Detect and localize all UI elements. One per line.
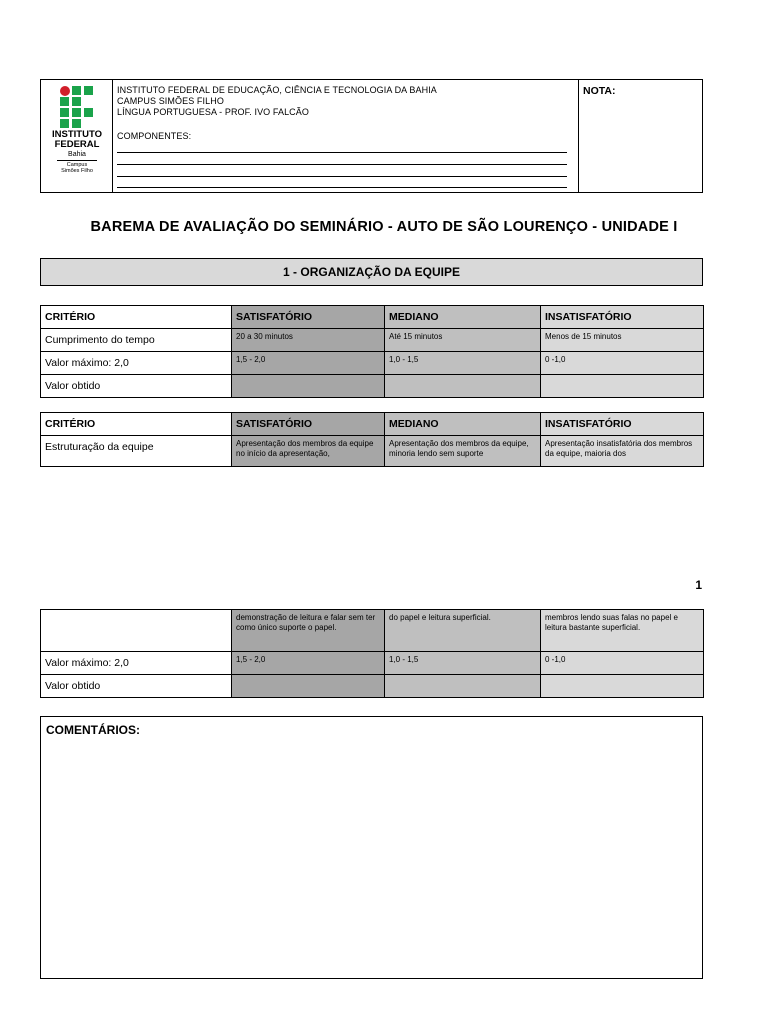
- header-satisfatorio: SATISFATÓRIO: [232, 413, 385, 436]
- obtained-unsatisfactory-cell[interactable]: [541, 675, 704, 698]
- header-criterio: CRITÉRIO: [41, 413, 232, 436]
- header-mediano: MEDIANO: [385, 306, 541, 329]
- table-row: [41, 375, 704, 398]
- logo-line1: INSTITUTO: [52, 129, 102, 140]
- document-title: BAREMA DE AVALIAÇÃO DO SEMINÁRIO - AUTO DE SÃO LOURENÇO - UNIDADE I: [90, 219, 678, 235]
- logo-divider: [57, 160, 97, 161]
- institute-logo-icon: [60, 86, 94, 128]
- header-insatisfatorio: INSATISFATÓRIO: [541, 306, 704, 329]
- median-range: 1,0 - 1,5: [385, 352, 541, 375]
- median-desc: Apresentação dos membros da equipe, minoria lendo sem suporte: [385, 436, 541, 467]
- table-row: [41, 329, 704, 352]
- obtained-unsatisfactory-cell[interactable]: [541, 375, 704, 398]
- table-row: [41, 610, 704, 652]
- component-line-1: [117, 152, 567, 153]
- criteria-table-time: [40, 305, 704, 398]
- comments-box[interactable]: [40, 716, 703, 979]
- table-header-row: [41, 306, 704, 329]
- table-header-row: [41, 413, 704, 436]
- criteria-table-structure-continued: [40, 609, 704, 698]
- median-range: 1,0 - 1,5: [385, 652, 541, 675]
- campus-name: CAMPUS SIMÕES FILHO: [117, 96, 224, 106]
- table-row: [41, 436, 704, 467]
- components-label: COMPONENTES:: [117, 131, 192, 141]
- logo-line4: Campus: [66, 162, 88, 168]
- obtained-satisfactory-cell[interactable]: [232, 675, 385, 698]
- obtained-satisfactory-cell[interactable]: [232, 375, 385, 398]
- satisfactory-range: 1,5 - 2,0: [232, 352, 385, 375]
- component-line-4: [117, 187, 567, 188]
- table-row: [41, 352, 704, 375]
- obtained-value-label: Valor obtido: [41, 375, 232, 398]
- max-value-label: Valor máximo: 2,0: [41, 352, 232, 375]
- page-number: 1: [695, 578, 702, 592]
- logo-line2: FEDERAL: [54, 139, 100, 150]
- table-row: [41, 675, 704, 698]
- satisfactory-desc: demonstração de leitura e falar sem ter como único suporte o papel.: [232, 610, 385, 652]
- satisfactory-range: 1,5 - 2,0: [232, 652, 385, 675]
- satisfactory-desc: Apresentação dos membros da equipe no início da apresentação,: [232, 436, 385, 467]
- median-desc: do papel e leitura superficial.: [385, 610, 541, 652]
- unsatisfactory-desc: membros lendo suas falas no papel e leitura bastante superficial.: [541, 610, 704, 652]
- criteria-table-structure: [40, 412, 704, 467]
- header-insatisfatorio: INSATISFATÓRIO: [541, 413, 704, 436]
- median-desc: Até 15 minutos: [385, 329, 541, 352]
- comments-label: COMENTÁRIOS:: [46, 723, 140, 737]
- unsatisfactory-desc: Apresentação insatisfatória dos membros da equipe, maioria dos: [541, 436, 704, 467]
- logo-line3: Bahia: [68, 151, 86, 158]
- max-value-label: Valor máximo: 2,0: [41, 652, 232, 675]
- criterion-name: [41, 610, 232, 652]
- header-criterio: CRITÉRIO: [41, 306, 232, 329]
- obtained-median-cell[interactable]: [385, 375, 541, 398]
- criterion-name: Estruturação da equipe: [41, 436, 232, 467]
- course-name: LÍNGUA PORTUGUESA - PROF. IVO FALCÃO: [117, 107, 309, 117]
- institution-name: INSTITUTO FEDERAL DE EDUCAÇÃO, CIÊNCIA E TECNOLOGIA DA BAHIA: [117, 85, 437, 95]
- header-mediano: MEDIANO: [385, 413, 541, 436]
- obtained-median-cell[interactable]: [385, 675, 541, 698]
- section-title: 1 - ORGANIZAÇÃO DA EQUIPE: [40, 258, 703, 286]
- logo-line5: Simões Filho: [61, 168, 93, 174]
- satisfactory-desc: 20 a 30 minutos: [232, 329, 385, 352]
- document-header: [40, 79, 703, 193]
- nota-label: NOTA:: [583, 85, 616, 97]
- obtained-value-label: Valor obtido: [41, 675, 232, 698]
- nota-cell: [579, 80, 702, 192]
- unsatisfactory-desc: Menos de 15 minutos: [541, 329, 704, 352]
- unsatisfactory-range: 0 -1,0: [541, 652, 704, 675]
- table-row: [41, 652, 704, 675]
- header-satisfatorio: SATISFATÓRIO: [232, 306, 385, 329]
- component-line-2: [117, 164, 567, 165]
- unsatisfactory-range: 0 -1,0: [541, 352, 704, 375]
- logo-cell: [41, 80, 113, 192]
- info-cell: [113, 80, 579, 192]
- component-line-3: [117, 176, 567, 177]
- criterion-name: Cumprimento do tempo: [41, 329, 232, 352]
